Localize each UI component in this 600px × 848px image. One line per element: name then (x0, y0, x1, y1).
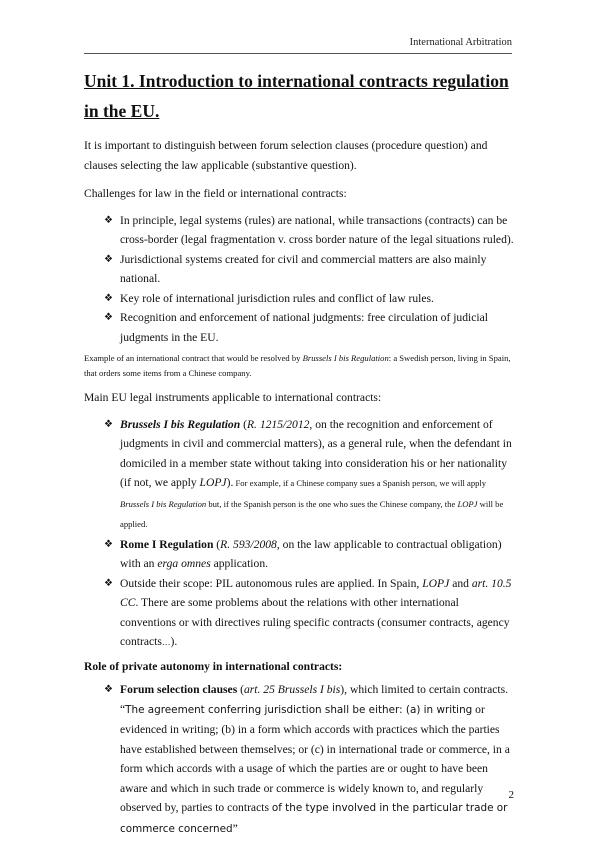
rome-regulation-name: Rome I Regulation (120, 537, 214, 551)
list-item (84, 250, 514, 289)
intro-paragraph: It is important to distinguish between forum selection clauses (procedure question) and clauses selecting the law applicable (substantive question). (84, 139, 488, 172)
role-heading: Role of private autonomy in international contracts: (84, 659, 343, 673)
unit-title: Unit 1. Introduction to international contracts regulation in the EU. (84, 71, 509, 121)
challenges-heading: Challenges for law in the field or international contracts: (84, 187, 347, 200)
list-item-text: Key role of international jurisdiction rules and conflict of law rules. (120, 291, 434, 305)
instruments-heading: Main EU legal instruments applicable to international contracts: (84, 391, 382, 404)
list-item-text: Recognition and enforcement of national judgments: free circulation of judicial judgments in the EU. (120, 311, 488, 344)
diamond-bullet-icon: ❖ (104, 577, 113, 589)
list-item (84, 308, 514, 347)
challenges-list (84, 211, 514, 348)
header-rule (84, 53, 512, 54)
regulation-ref: Brussels I bis Regulation (302, 353, 389, 363)
page-number: 2 (508, 789, 514, 801)
diamond-bullet-icon: ❖ (104, 684, 113, 695)
diamond-bullet-icon: ❖ (104, 418, 113, 430)
example-paragraph: Example of an international contract that would be resolved by Brussels I bis Regulation: a Swedish person, living in Spain, that orders some items from a Chinese company. (84, 353, 511, 378)
diamond-bullet-icon: ❖ (104, 312, 113, 323)
diamond-bullet-icon: ❖ (104, 292, 113, 304)
running-header: International Arbitration (409, 37, 512, 48)
page-content (84, 66, 514, 839)
list-item: ❖ Brussels I bis Regulation (R. 1215/2012, on the recognition and enforcement of judgments in civil and commercial matters), as a general rule, when the defendant in domiciled in a member state without taking into consideration his or her nationality (if not, we apply LOPJ). For example, if a Chinese company sues a Spanish person, we will apply Brussels I bis Regulation but, if the Spanish person is the one who sues the Chinese company, the LOPJ will be applied. (84, 415, 514, 535)
instruments-list (84, 415, 514, 653)
list-item-text: Jurisdictional systems created for civil and commercial matters are also mainly national. (120, 252, 487, 285)
list-item (84, 289, 514, 309)
list-item (84, 211, 514, 250)
list-item: ❖ Outside their scope: PIL autonomous rules are applied. In Spain, LOPJ and art. 10.5 CC. There are some problems about the relations with other international conventions or with directives ruling specific contracts (consumer contracts, agency contracts…). (84, 574, 514, 653)
brussels-regulation-name: Brussels I bis Regulation (120, 417, 241, 431)
diamond-bullet-icon: ❖ (104, 538, 113, 550)
diamond-bullet-icon: ❖ (104, 214, 113, 226)
forum-quote: “The agreement conferring jurisdiction shall be either: (a) in writing or evidenced in writing; (b) in a form which accords with practices which the parties have established between themselves; or (c) in international trade or commerce, in a form which accords with a usage of which the parties are or ought to have been aware and which in such trade or commerce is widely known to, and regularly observed by, parties to contracts of the type involved in the particular trade or commerce concerned” (120, 702, 510, 835)
list-item: ❖ Rome I Regulation (R. 593/2008, on the law applicable to contractual obligation) with an erga omnes application. (84, 535, 514, 574)
diamond-bullet-icon: ❖ (104, 253, 113, 265)
list-item-text: In principle, legal systems (rules) are national, while transactions (contracts) can be cross-border (legal fragmentation v. cross border nature of the legal situations ruled). (120, 213, 514, 246)
role-list (84, 680, 514, 839)
list-item: ❖ Forum selection clauses (art. 25 Brussels I bis), which limited to certain contracts. “The agreement conferring jurisdiction shall be either: (a) in writing or evidenced in writing; (b) in a form which accords with practices which the parties have established between themselves; or (c) in international trade or commerce, in a form which accords with a usage of which the parties are or ought to have been aware and which in such trade or commerce is widely known to, and regularly observed by, parties to contracts of the type involved in the particular trade or commerce concerned” (84, 680, 514, 839)
forum-clauses-name: Forum selection clauses (120, 683, 238, 696)
